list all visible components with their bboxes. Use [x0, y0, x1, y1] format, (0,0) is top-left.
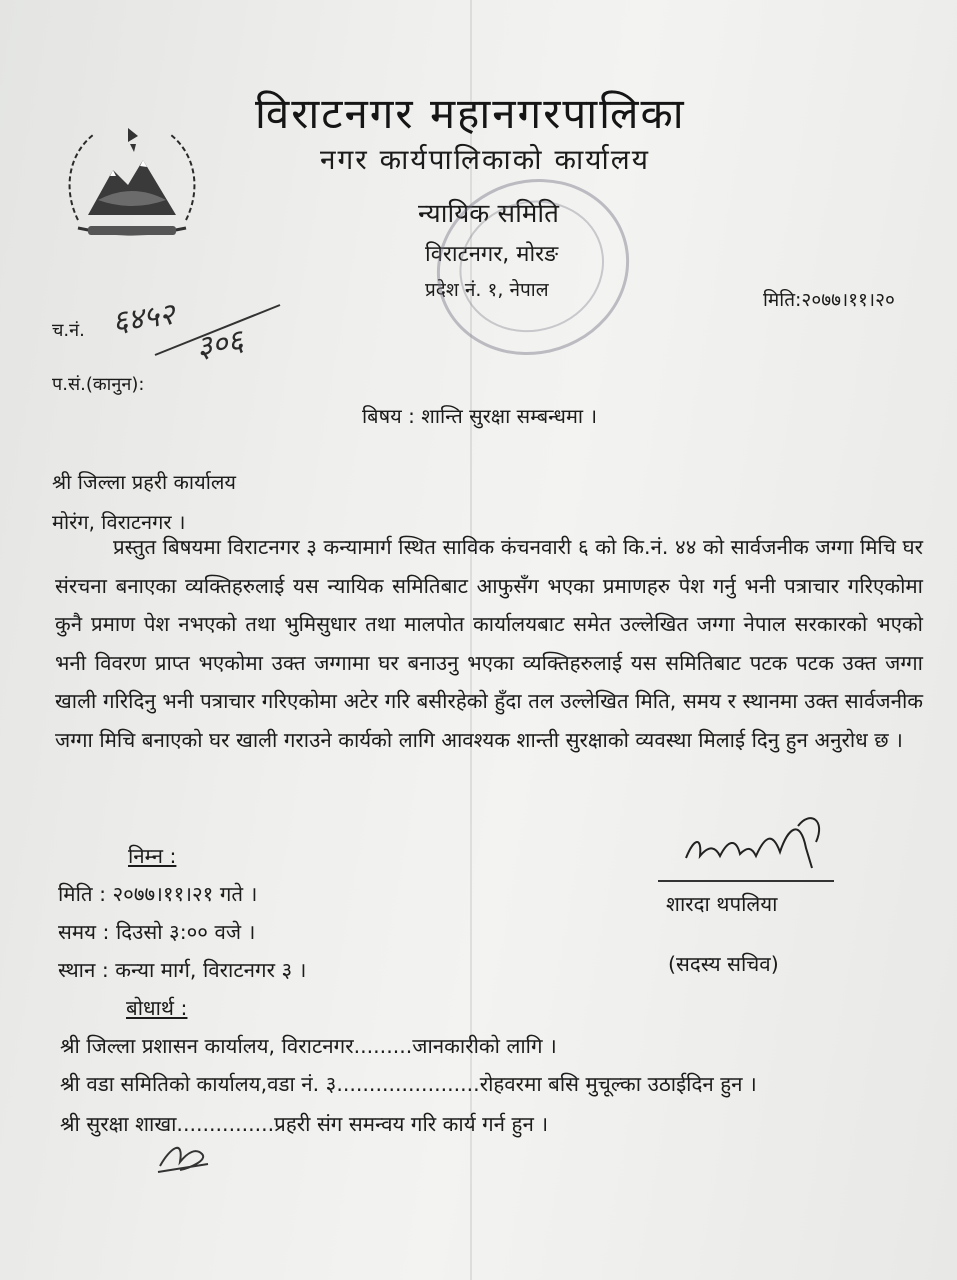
dispatch-number-value-2: ३०६	[193, 323, 246, 366]
cc-item: श्री वडा समितिको कार्यालय,वडा नं. ३......................रोहवरमा बसि मुचूल्का उठाईदिन हुन ।	[60, 1072, 757, 1096]
cc-item: श्री सुरक्षा शाखा...............प्रहरी संग समन्वय गरि कार्य गर्न हुन ।	[60, 1112, 549, 1136]
dispatch-number-label: च.नं.	[52, 320, 85, 341]
schedule-time: समय : दिउसो ३:०० वजे ।	[58, 920, 256, 944]
nepal-emblem-icon	[58, 120, 206, 250]
signature-image	[680, 808, 830, 876]
signatory-name: शारदा थपलिया	[666, 892, 778, 916]
office-name: नगर कार्यपालिकाको कार्यालय	[320, 143, 650, 176]
letter-date: मिति:२०७७।११।२०	[763, 289, 895, 311]
signatory-title: (सदस्य सचिव)	[668, 952, 779, 976]
letter-subject: बिषय : शान्ति सुरक्षा सम्बन्धमा ।	[362, 404, 598, 428]
initial-scribble	[150, 1118, 220, 1178]
letter-body: प्रस्तुत बिषयमा विराटनगर ३ कन्यामार्ग स्थित साविक कंचनवारी ६ को कि.नं. ४४ को सार्वजनीक जग्गा मिचि घर संरचना बनाएका व्यक्तिहरुलाई यस न्यायिक समितिबाट आफुसँग भएका प्रमाणहरु पेश गर्नु भनी पत्राचार गरिएकोमा कुनै प्रमाण पेश नभएको तथा भुमिसुधार तथा मालपोत कार्यालयबाट समेत उल्लेखित जग्गा नेपाल सरकारको भएको भनी विवरण प्राप्त भएकोमा उक्त जग्गामा घर बनाउनु भएका व्यक्तिहरुलाई यस समितिबाट पटक पटक उक्त जग्गा खाली गरिदिनु भनी पत्राचार गरिएकोमा अटेर गरि बसीरहेको हुँदा तल उल्लेखित मिति, समय र स्थानमा उक्त सार्वजनीक जग्गा मिचि बनाएको घर खाली गराउने कार्यको लागि आवश्यक शान्ती सुरक्षाको व्यवस्था मिलाई दिनु हुन अनुरोध छ ।	[55, 535, 923, 752]
cc-heading: बोधार्थ :	[126, 996, 188, 1020]
schedule-heading: निम्न :	[128, 844, 177, 868]
office-province: प्रदेश नं. १, नेपाल	[425, 279, 549, 301]
cc-item: श्री जिल्ला प्रशासन कार्यालय, विराटनगर.........जानकारीको लागि ।	[60, 1034, 557, 1058]
recipient-line-1: श्री जिल्ला प्रहरी कार्यालय	[52, 470, 237, 494]
schedule-place: स्थान : कन्या मार्ग, विराटनगर ३ ।	[58, 958, 307, 982]
recipient-line-2: मोरंग, विराटनगर ।	[52, 510, 186, 534]
office-place: विराटनगर, मोरङ	[425, 242, 559, 267]
dispatch-number-value: ६४५२	[110, 296, 177, 341]
schedule-date: मिति : २०७७।११।२१ गते ।	[58, 882, 258, 906]
office-seal	[414, 154, 652, 379]
reference-number-label: प.सं.(कानुन):	[52, 374, 145, 395]
signature-line	[658, 880, 834, 882]
committee-name: न्यायिक समिति	[418, 199, 559, 229]
municipality-title: विराटनगर महानगरपालिका	[255, 89, 686, 138]
